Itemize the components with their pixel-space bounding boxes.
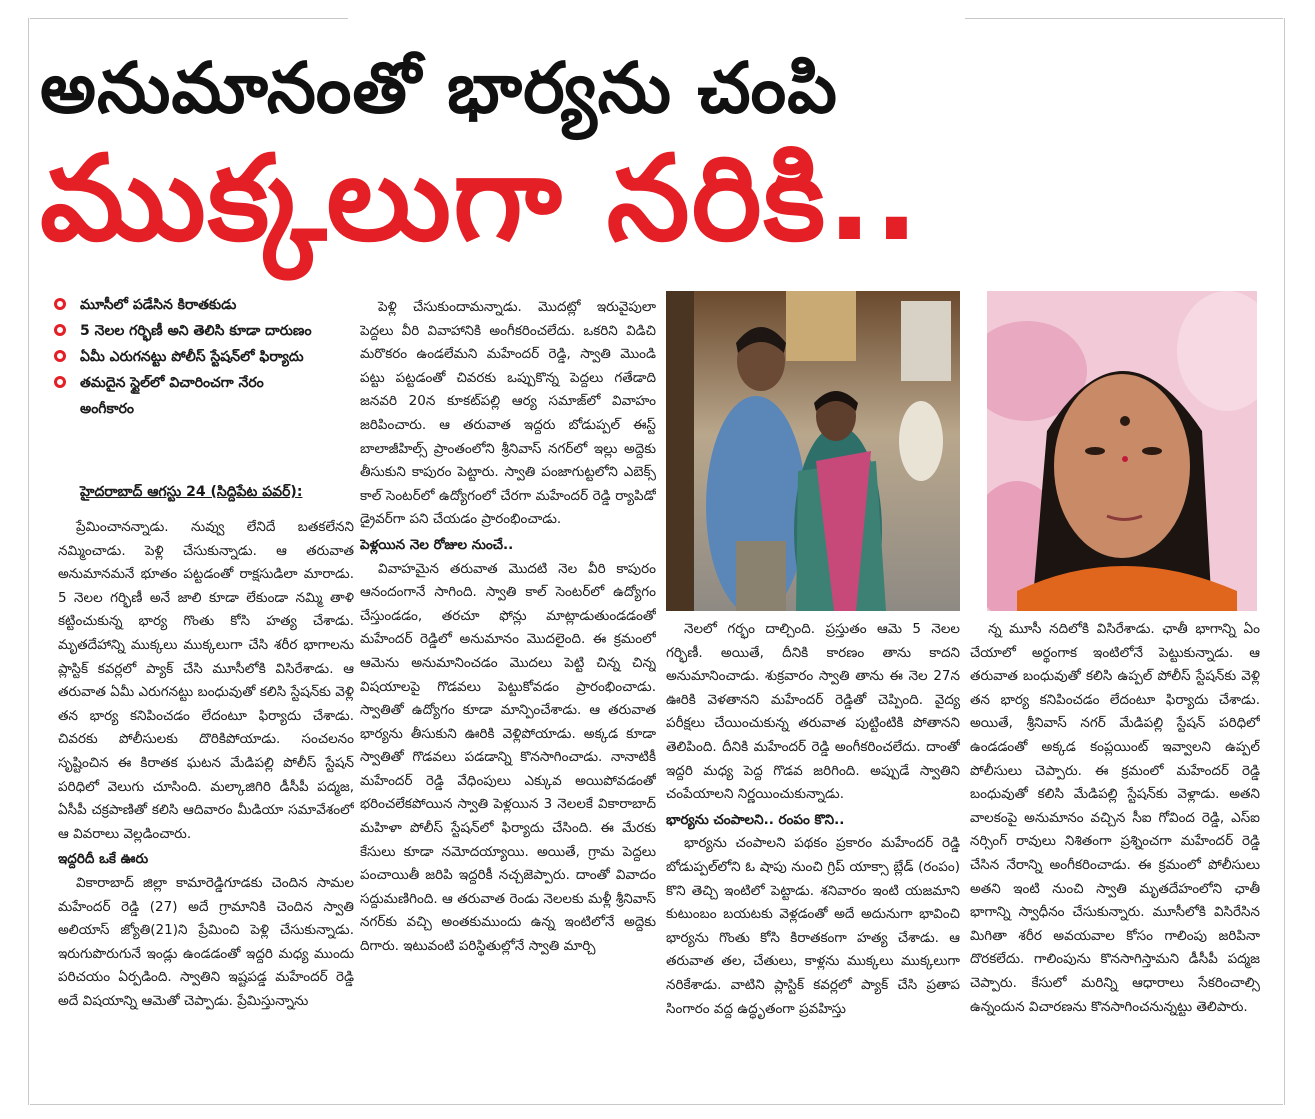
article-column-2 [360, 296, 656, 1106]
bullet-ring-icon [54, 350, 66, 362]
paragraph: పెళ్లి చేసుకుందామన్నాడు. మొదట్లో ఇరువైపులా పెద్దలు వీరి వివాహానికి అంగీకరించలేదు. ఒకరిని విడిచి మరొకరం ఉండలేమని మహేందర్ రెడ్డి, స్వాతి మొండి పట్టు పట్టడంతో చివరకు ఒప్పుకొన్న పెద్దలు గతేడాది జనవరి 20న కూకట్‌పల్లి ఆర్య సమాజ్‌లో వివాహం జరిపించారు. ఆ తరువాత ఇద్దరు బోడుప్పల్ ఈస్ట్ బాలాజీహిల్స్ ప్రాంతంలోని శ్రీనివాస్ నగర్‌లో ఇల్లు అద్దెకు తీసుకుని కాపురం పెట్టారు. స్వాతి పంజాగుట్టలోని ఎబెక్స్ కాల్ సెంటర్‌లో ఉద్యోగంలో చేరగా మహేందర్ రెడ్డి ర్యాపిడో డ్రైవర్‌గా పని చేయడం ప్రారంభించాడు. [360, 299, 656, 528]
subheading: భార్యను చంపాలని.. రంపం కొని.. [666, 811, 845, 828]
paragraph: న్న మూసీ నదిలోకి విసిరేశాడు. ఛాతీ భాగాన్ని ఏం చేయాలో అర్థంగాక ఇంటిలోనే పెట్టుకున్నాడు. ఆ తరువాత బంధువుతో కలిసి ఉప్పల్ పోలీస్ స్టేషన్‌కు వెళ్లి తన భార్య కనిపించడం లేదంటూ ఫిర్యాదు చేశాడు. అయితే, శ్రీనివాస్ నగర్ మేడిపల్లి స్టేషన్ పరిధిలో ఉండడంతో అక్కడ కంప్లయింట్ ఇవ్వాలని ఉప్పల్ పోలీసులు చెప్పారు. ఈ క్రమంలో మహేందర్ రెడ్డి బంధువుతో కలిసి మేడిపల్లి స్టేషన్‌కు వెళ్లాడు. అతని వాలకంపై అనుమానం వచ్చిన సీఐ గోవింద రెడ్డి, ఎస్ఐ నర్సింగ్ రావులు నిశితంగా ప్రశ్నించగా మహేందర్ రెడ్డి చేసిన నేరాన్ని అంగీకరించాడు. ఈ క్రమంలో పోలీసులు అతని ఇంటి నుంచి స్వాతి మృతదేహంలోని ఛాతీ భాగాన్ని స్వాధీనం చేసుకున్నారు. మూసీలోకి విసిరేసిన మిగితా శరీర అవయవాల కోసం గాలింపు జరిపినా దొరకలేదు. గాలింపును కొనసాగిస్తామని డీసీపీ పద్మజ చెప్పారు. కేసులో మరిన్ని ఆధారాలు సేకరించాల్సి ఉన్నందున విచారణను కొనసాగించనున్నట్టు తెలిపారు. [970, 621, 1260, 1015]
bullet-ring-icon [54, 298, 66, 310]
article-column-3 [666, 618, 960, 1106]
bullet-ring-icon [54, 324, 66, 336]
dateline: హైదరాబాద్ ఆగస్టు 24 (సిద్దిపేట పవర్): [80, 484, 303, 500]
highlights-list [52, 292, 322, 422]
subheading: ఇద్దరిదీ ఒకే ఊరు [58, 851, 149, 868]
paragraph: వివాహమైన తరువాత మొదటి నెల వీరి కాపురం ఆనందంగానే సాగింది. స్వాతి కాల్ సెంటర్‌లో ఉద్యోగం చేస్తుండడం, తరచూ ఫోన్లు మాట్లాడుతుండడంతో మహేందర్ రెడ్డిలో అనుమానం మొదలైంది. ఈ క్రమంలో ఆమెను అనుమానించడం మొదలు పెట్టి చిన్న చిన్న విషయాలపై గొడవలు పెట్టుకోవడం ప్రారంభించాడు. స్వాతితో ఉద్యోగం కూడా మాన్పించేశాడు. ఆ తరువాత భార్యను తీసుకుని ఊరికి వెళ్లిపోయాడు. అక్కడ కూడా స్వాతితో గొడవలు పడడాన్ని కొనసాగించాడు. నానాటికీ మహేందర్ రెడ్డి వేధింపులు ఎక్కువ అయిపోవడంతో భరించలేకపోయిన స్వాతి పెళ్లయిన 3 నెలలకే వికారాబాద్ మహిళా పోలీస్ స్టేషన్‌లో ఫిర్యాదు చేసింది. ఈ మేరకు కేసులు కూడా నమోదయ్యాయి. అయితే, గ్రామ పెద్దలు పంచాయితీ జరిపి ఇద్దరికీ నచ్చజెప్పారు. దాంతో వివాదం సద్దుమణిగింది. ఆ తరువాత రెండు నెలలకు మళ్లీ శ్రీనివాస్ నగర్‌కు వచ్చి అంతకుముందు ఉన్న ఇంటిలోనే అద్దెకు దిగారు. ఇటువంటి పరిస్థితుల్లోనే స్వాతి మార్చి [360, 560, 656, 955]
highlight-item: ఏమీ ఎరుగనట్టు పోలీస్ స్టేషన్‌లో ఫిర్యాదు [52, 344, 322, 370]
couple-photo-image [666, 291, 960, 611]
portrait-image [987, 291, 1257, 611]
paragraph: వికారాబాద్ జిల్లా కామారెడ్డిగూడకు చెందిన సామల మహేందర్ రెడ్డి (27) అదే గ్రామానికి చెందిన స్వాతి అలియాస్ జ్యోతి(21)ని ప్రేమించి పెళ్లి చేసుకున్నాడు. ఇరుగుపొరుగునే ఇండ్లు ఉండడంతో ఇద్దరి మధ్య ముందు పరిచయం ఏర్పడింది. స్వాతిని ఇష్టపడ్డ మహేందర్ రెడ్డి అదే విషయాన్ని ఆమెతో చెప్పాడు. ప్రేమిస్తున్నాను [58, 874, 354, 1009]
headline-line-2: ముక్కలుగా నరికి.. [40, 129, 921, 267]
article-column-4 [970, 618, 1260, 1106]
victim-portrait-photo [987, 291, 1257, 611]
highlight-item: మూసీలో పడేసిన కిరాతకుడు [52, 292, 322, 318]
subheading: పెళ్లయిన నెల రోజుల నుంచే.. [360, 536, 514, 553]
left-rule [28, 18, 29, 1105]
bullet-ring-icon [54, 376, 66, 388]
couple-photo [666, 291, 960, 611]
paragraph: ప్రేమించానన్నాడు. నువ్వు లేనిదే బతకలేనని నమ్మించాడు. పెళ్లి చేసుకున్నాడు. ఆ తరువాత అనుమానమనే భూతం పట్టడంతో రాక్షసుడిలా మారాడు. 5 నెలల గర్భిణీ అనే జాలి కూడా లేకుండా నమ్మి తాళి కట్టించుకున్న భార్య గొంతు కోసి హత్య చేశాడు. మృతదేహాన్ని ముక్కలు ముక్కలుగా చేసి శరీర భాగాలను ప్లాస్టిక్ కవర్లలో ప్యాక్ చేసి మూసీలోకి విసిరేశాడు. ఆ తరువాత ఏమీ ఎరుగనట్టు బంధువుతో కలిసి స్టేషన్‌కు వెళ్లి తన భార్య కనిపించడం లేదంటూ ఫిర్యాదు చేశాడు. చివరకు పోలీసులకు దొరికిపోయాడు. సంచలనం సృష్టించిన ఈ కిరాతక ఘటన మేడిపల్లి పోలీస్ స్టేషన్ పరిధిలో వెలుగు చూసింది. మల్కాజిగిరి డీసీపీ పద్మజ, ఏసీపీ చక్రపాణితో కలిసి ఆదివారం మీడియా సమావేశంలో ఆ వివరాలు వెల్లడించారు. [58, 519, 354, 842]
highlight-item: తమదైన స్టైల్‌లో విచారించగా నేరం అంగీకారం [52, 370, 322, 422]
highlight-item: 5 నెలల గర్భిణీ అని తెలిసి కూడా దారుణం [52, 318, 322, 344]
top-left-rule [30, 18, 348, 19]
headline-line-1: అనుమానంతో భార్యను చంపి [40, 47, 838, 129]
top-right-rule [965, 18, 1283, 19]
article-column-1 [58, 516, 354, 1106]
paragraph: నెలలో గర్భం దాల్చింది. ప్రస్తుతం ఆమె 5 నెలల గర్భిణీ. అయితే, దీనికి కారణం తాను కాదని అనుమానించాడు. శుక్రవారం స్వాతి తాను ఈ నెల 27న ఊరికి వెళతానని మహేందర్ రెడ్డితో చెప్పింది. వైద్య పరీక్షలు చేయించుకున్న తరువాత పుట్టింటికి పోతానని తెలిపింది. దీనికి మహేందర్ రెడ్డి అంగీకరించలేదు. దాంతో ఇద్దరి మధ్య పెద్ద గొడవ జరిగింది. అప్పుడే స్వాతిని చంపేయాలని నిర్ణయించుకున్నాడు. [666, 621, 960, 803]
paragraph: భార్యను చంపాలని పథకం ప్రకారం మహేందర్ రెడ్డి బోడుప్పల్‌లోని ఓ షాపు నుంచి గ్రిప్ యాక్సా బ్లేడ్ (రంపం) కొని తెచ్చి ఇంటిలో పెట్టాడు. శనివారం ఇంటి యజమాని కుటుంబం బయటకు వెళ్లడంతో అదే అదునుగా భావించి భార్యను గొంతు కోసి కిరాతకంగా హత్య చేశాడు. ఆ తరువాత తల, చేతులు, కాళ్లను ముక్కలు ముక్కలుగా నరికేశాడు. వాటిని ప్లాస్టిక్ కవర్లలో ప్యాక్ చేసి ప్రతాప సింగారం వద్ద ఉద్ధృతంగా ప్రవహిస్తు [666, 835, 960, 1017]
